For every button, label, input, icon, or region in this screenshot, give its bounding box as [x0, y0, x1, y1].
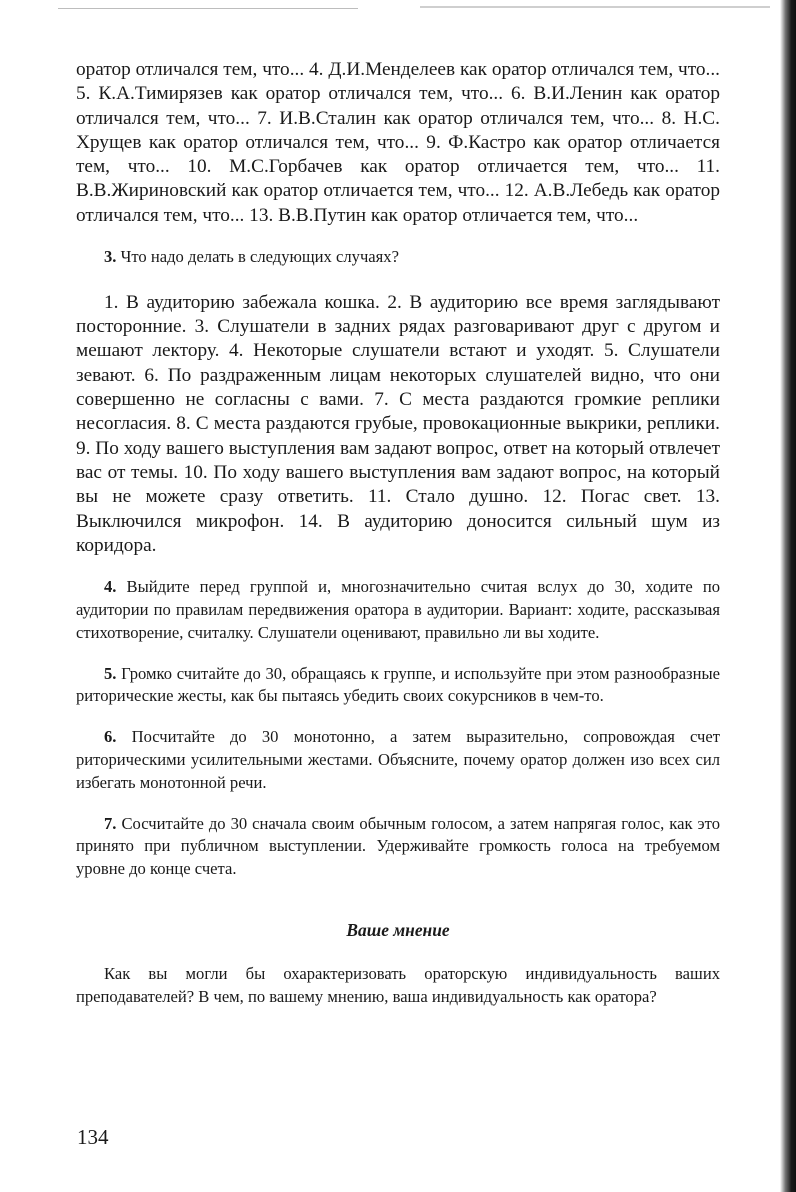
page-number: 134: [77, 1125, 109, 1149]
task-3-text: Что надо делать в следующих случаях?: [116, 247, 399, 267]
task-5-number: 5.: [104, 663, 117, 683]
task-7-number: 7.: [104, 813, 117, 833]
task-4-text: Выйдите перед группой и, многозначительно считая вслух до 30, ходите по аудитории по правилам передвижения оратора в аудитории. Вариант: ходите, рассказывая стихотворение, считалку. Слушатели оценивают, правильно ли вы ходите.: [76, 577, 720, 642]
task-5-text: Громко считайте до 30, обращаясь к группе, и используйте при этом разнообразные риторические жесты, как бы пытаясь убедить своих сокурсников в чем-то.: [76, 663, 720, 706]
page-edge-shadow: [780, 0, 796, 1192]
task-7: [76, 813, 720, 881]
section-heading: Ваше мнение: [346, 919, 450, 940]
page-body: [76, 58, 720, 1009]
task-6-text: Посчитайте до 30 монотонно, а затем выразительно, сопровождая счет риторическими усилительными жестами. Объясните, почему оратор должен изо всех сил избегать монотонной речи.: [76, 727, 720, 792]
task-7-text: Сосчитайте до 30 сначала своим обычным голосом, а затем напрягая голос, как это принято при публичном выступлении. Удерживайте громкость голоса на требуемом уровне до конце счета.: [76, 813, 720, 879]
top-rule-right: [420, 6, 770, 8]
task-3-situations: 1. В аудиторию забежала кошка. 2. В аудиторию все время заглядывают посторонние. 3. Слушатели в задних рядах разговаривают друг с другом и мешают лектору. 4. Некоторые слушатели встают и уходят. 5. Слушатели зевают. 6. По раздраженным лицам некоторых слушателей видно, что они совершенно не согласны с вами. 7. С места раздаются громкие реплики несогласия. 8. С места раздаются грубые, провокационные выкрики, реплики. 9. По ходу вашего выступления вам задают вопрос, ответ на который отвлечет вас от темы. 10. По ходу вашего выступления вам задают вопрос, на который вы не можете сразу ответить. 11. Стало душно. 12. Погас свет. 13. Выключился микрофон. 14. В аудиторию доносится сильный шум из коридора.: [76, 291, 720, 556]
task-5: [76, 663, 720, 709]
task-4: [76, 576, 720, 644]
top-rule-left: [58, 8, 358, 9]
task-6: [76, 726, 720, 794]
section-text: Как вы могли бы охарактеризовать ораторскую индивидуальность ваших преподавателей? В чем, по вашему мнению, ваша индивидуальность как оратора?: [76, 963, 720, 1006]
task-3-number: 3.: [104, 247, 117, 267]
task-6-number: 6.: [104, 727, 117, 747]
task-3-question: [76, 246, 720, 269]
intro-paragraph: оратор отличался тем, что... 4. Д.И.Менделеев как оратор отличался тем, что... 5. К.А.Тимирязев как оратор отличался тем, что... 6. В.И.Ленин как оратор отличался тем, что... 7. И.В.Сталин как оратор отличался тем, что... 8. Н.С. Хрущев как оратор отличался тем, что... 9. Ф.Кастро как оратор отличается тем, что... 10. М.С.Горбачев как оратор отличается тем, что... 11. В.В.Жириновский как оратор отличается тем, что... 12. А.В.Лебедь как оратор отличался тем, что... 13. В.В.Путин как оратор отличается тем, что...: [76, 59, 720, 226]
task-4-number: 4.: [104, 577, 117, 597]
